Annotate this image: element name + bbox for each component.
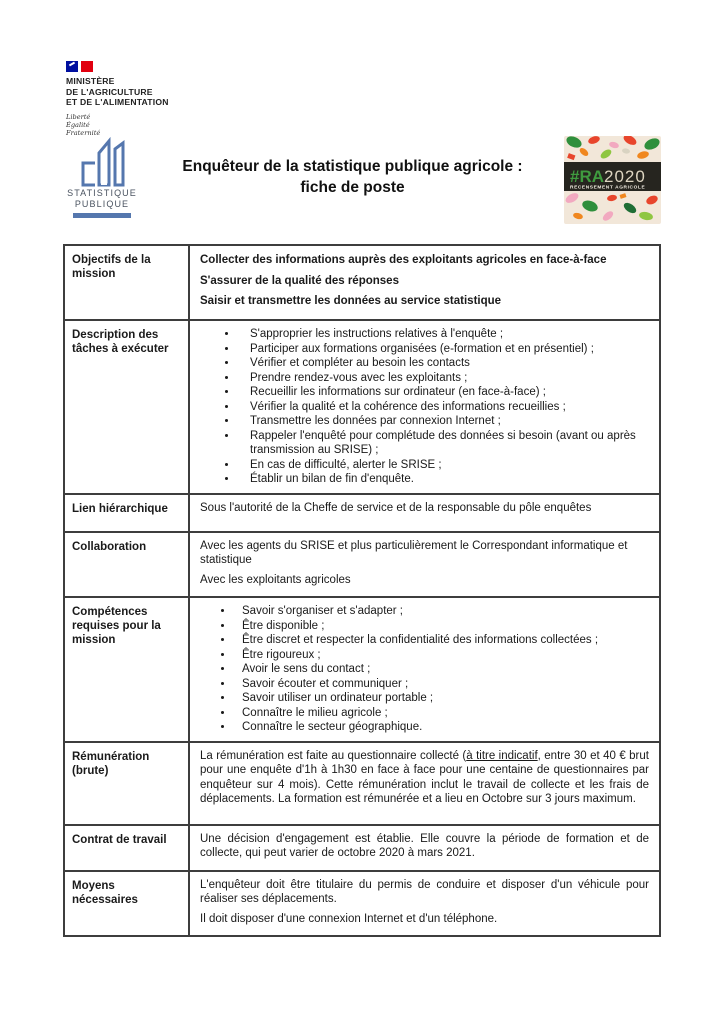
paragraph: L'enquêteur doit être titulaire du permis de conduire et disposer d'un véhicule pour réaliser ses déplacements. bbox=[200, 878, 649, 905]
bar-chart-buildings-icon bbox=[71, 136, 133, 188]
ra2020-recensement-agricole-logo bbox=[564, 136, 661, 224]
bullet-item: • S'approprier les instructions relatives à l'enquête ; bbox=[238, 327, 649, 342]
row-content bbox=[190, 743, 659, 824]
ministry-name-line: MINISTÈRE bbox=[66, 76, 115, 86]
row-content bbox=[190, 533, 659, 597]
text-segment: La rémunération est faite au questionnaire collecté ( bbox=[200, 749, 467, 762]
table-row bbox=[65, 870, 659, 936]
paragraph: Avec les exploitants agricoles bbox=[200, 573, 351, 586]
motto-line: Fraternité bbox=[66, 128, 101, 137]
bullet-item: • Savoir utiliser un ordinateur portable ; bbox=[234, 691, 649, 706]
ministry-motto bbox=[66, 113, 169, 137]
objective-line: Saisir et transmettre les données au service statistique bbox=[200, 295, 502, 307]
fiche-table bbox=[63, 244, 661, 937]
bullet-item: • Connaître le secteur géographique. bbox=[234, 720, 649, 735]
row-content bbox=[190, 598, 659, 741]
bullet-item: • Recueillir les informations sur ordinateur (en face-à-face) ; bbox=[238, 385, 649, 400]
bullet-item: • Savoir s'organiser et s'adapter ; bbox=[234, 604, 649, 619]
ministry-name bbox=[66, 76, 169, 108]
row-label: Objectifs de la mission bbox=[65, 246, 190, 319]
french-flag-icon bbox=[66, 60, 169, 72]
bullet-item: • Savoir écouter et communiquer ; bbox=[234, 677, 649, 692]
bullet-item: • Vérifier et compléter au besoin les contacts bbox=[238, 356, 649, 371]
page-title-line2: fiche de poste bbox=[300, 179, 405, 196]
bullet-item: • En cas de difficulté, alerter le SRISE ; bbox=[238, 458, 649, 473]
bullet-item: • Vérifier la qualité et la cohérence des informations recueillies ; bbox=[238, 400, 649, 415]
bullet-item: • Prendre rendez-vous avec les exploitants ; bbox=[238, 371, 649, 386]
objective-line: Collecter des informations auprès des exploitants agricoles en face-à-face bbox=[200, 254, 607, 266]
bullet-list bbox=[200, 327, 649, 487]
ministry-name-line: DE L'AGRICULTURE bbox=[66, 86, 153, 97]
objective-line: S'assurer de la qualité des réponses bbox=[200, 274, 399, 287]
row-content bbox=[190, 872, 659, 936]
underlined-text: à titre indicatif bbox=[466, 749, 538, 762]
paragraph bbox=[200, 749, 649, 807]
stat-logo-bar bbox=[73, 213, 131, 218]
ra-logo-year: 2020 bbox=[604, 167, 646, 186]
row-content bbox=[190, 246, 659, 319]
table-row bbox=[65, 493, 659, 531]
paragraph: Il doit disposer d'une connexion Internet et d'un téléphone. bbox=[200, 912, 498, 925]
table-row bbox=[65, 824, 659, 870]
stat-logo-word: STATISTIQUE bbox=[67, 188, 137, 198]
bullet-item: • Être disponible ; bbox=[234, 619, 649, 634]
row-label: Contrat de travail bbox=[65, 826, 190, 870]
row-label: Lien hiérarchique bbox=[65, 495, 190, 531]
table-row bbox=[65, 531, 659, 597]
row-label: Collaboration bbox=[65, 533, 190, 597]
bullet-item: • Établir un bilan de fin d'enquête. bbox=[238, 472, 649, 487]
page-title-line1: Enquêteur de la statistique publique agricole : bbox=[182, 158, 523, 175]
bullet-item: • Participer aux formations organisées (e-formation et en présentiel) ; bbox=[238, 342, 649, 357]
motto-line: Égalité bbox=[66, 120, 90, 129]
row-label: Compétences requises pour la mission bbox=[65, 598, 190, 741]
motto-line: Liberté bbox=[66, 112, 91, 121]
stat-logo-word: PUBLIQUE bbox=[74, 199, 130, 209]
bullet-item: • Avoir le sens du contact ; bbox=[234, 662, 649, 677]
header bbox=[63, 136, 661, 224]
ra-logo-hashtag: #RA bbox=[570, 167, 605, 186]
ministry-logo bbox=[66, 60, 169, 137]
row-content bbox=[190, 826, 659, 870]
table-row bbox=[65, 319, 659, 493]
bullet-item: • Transmettre les données par connexion Internet ; bbox=[238, 414, 649, 429]
text-segment: , entre 30 et 40 € brut pour une enquête d'1h à 1h30 en face à face pour une centaine de questionnaires par enquêteur sur 4 mois). Cette rémunération inclut le travail de collecte et les frais de déplacements. La formation est rémunérée et a lieu en Octobre sur 3 jours maximum. bbox=[200, 749, 649, 805]
row-label: Rémunération (brute) bbox=[65, 743, 190, 824]
bullet-item: • Être rigoureux ; bbox=[234, 648, 649, 663]
ra-logo-subtitle: RECENSEMENT AGRICOLE bbox=[570, 185, 646, 191]
row-content bbox=[190, 495, 659, 531]
page-title bbox=[141, 136, 564, 198]
table-row bbox=[65, 741, 659, 824]
table-row bbox=[65, 596, 659, 741]
row-label: Moyens nécessaires bbox=[65, 872, 190, 936]
bullet-item: • Être discret et respecter la confidentialité des informations collectées ; bbox=[234, 633, 649, 648]
paragraph: Une décision d'engagement est établie. Elle couvre la période de formation et de collecte, qui peut varier de octobre 2020 à mars 2021. bbox=[200, 832, 649, 859]
ministry-name-line: ET DE L'ALIMENTATION bbox=[66, 97, 169, 107]
row-content bbox=[190, 321, 659, 493]
bullet-item: • Connaître le milieu agricole ; bbox=[234, 706, 649, 721]
table-row bbox=[65, 246, 659, 319]
bullet-list bbox=[200, 604, 649, 735]
row-label: Description des tâches à exécuter bbox=[65, 321, 190, 493]
bullet-item: • Rappeler l'enquêté pour complétude des données si besoin (avant ou après transmission au SRISE) ; bbox=[238, 429, 649, 458]
paragraph: Sous l'autorité de la Cheffe de service et de la responsable du pôle enquêtes bbox=[200, 501, 592, 514]
paragraph: Avec les agents du SRISE et plus particulièrement le Correspondant informatique et statistique bbox=[200, 539, 628, 566]
statistique-publique-logo bbox=[63, 136, 141, 218]
